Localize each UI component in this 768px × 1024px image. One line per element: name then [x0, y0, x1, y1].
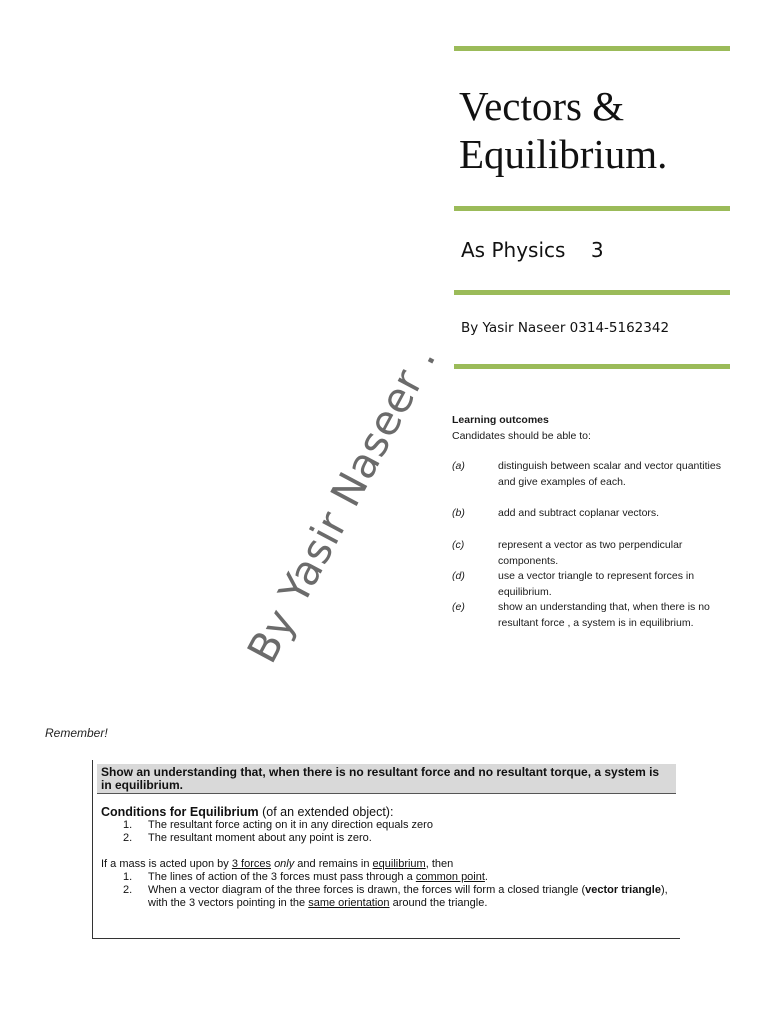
conditions-title: Conditions for Equilibrium: [101, 805, 259, 819]
text-run: , then: [425, 858, 454, 870]
condition-number: 1.: [123, 819, 133, 831]
outcome-text: show an understanding that, when there is no resultant force , a system is in equilibrium.: [498, 601, 710, 629]
text-run: ), with the 3 vectors pointing in the: [148, 884, 668, 909]
outcome-text: distinguish between scalar and vector quantities and give examples of each.: [498, 460, 721, 488]
subtitle-accent-rule: [454, 290, 730, 295]
outcome-item: [452, 569, 732, 600]
outcome-item: [452, 506, 732, 522]
condition-number: 2.: [123, 832, 133, 844]
outcome-mark: (b): [452, 507, 465, 520]
box-body: [101, 806, 673, 910]
outcome-mark: (d): [452, 570, 465, 583]
title-line-2: Equilibrium.: [459, 131, 668, 177]
remember-label: Remember!: [45, 726, 108, 740]
document-title: [459, 82, 749, 178]
author-watermark: By Yasir Naseer .: [238, 337, 446, 671]
rule-number: 1.: [123, 871, 133, 883]
title-accent-rule: [454, 206, 730, 211]
condition-item: [101, 832, 673, 845]
conditions-heading: [101, 806, 673, 819]
conditions-suffix: (of an extended object):: [258, 805, 394, 819]
outcome-mark: (e): [452, 601, 465, 614]
learning-outcomes-intro: Candidates should be able to:: [452, 429, 591, 442]
underlined-term: equilibrium: [372, 858, 426, 870]
rule-number: 2.: [123, 884, 133, 896]
text-run: around the triangle.: [389, 897, 488, 909]
outcome-mark: (c): [452, 538, 465, 551]
outcome-text: add and subtract coplanar vectors.: [498, 507, 660, 520]
rule-item: [101, 884, 673, 910]
italic-term: only: [274, 858, 295, 870]
underlined-term: common point: [415, 871, 485, 883]
title-line-1: Vectors &: [459, 83, 625, 129]
three-forces-list: [101, 871, 673, 910]
text-run: .: [484, 871, 488, 883]
rule-item: [101, 871, 673, 884]
author-line: By Yasir Naseer 0314-5162342: [461, 320, 670, 336]
text-run: The lines of action of the 3 forces must pass through a: [148, 871, 416, 883]
conditions-list: [101, 819, 673, 845]
condition-item: [101, 819, 673, 832]
outcome-item: [452, 600, 732, 631]
top-accent-rule: [454, 46, 730, 51]
underlined-term: 3 forces: [231, 858, 271, 870]
condition-text: The resultant moment about any point is zero.: [148, 832, 372, 844]
outcome-mark: (a): [452, 460, 465, 473]
learning-outcomes-heading: Learning outcomes: [452, 414, 549, 426]
equilibrium-notes-box: [92, 760, 680, 939]
subtitle: As Physics 3: [461, 238, 604, 262]
three-forces-intro: [101, 858, 673, 871]
outcome-text: use a vector triangle to represent forces in equilibrium.: [498, 570, 695, 598]
condition-text: The resultant force acting on it in any direction equals zero: [148, 819, 433, 831]
box-header: Show an understanding that, when there is no resultant force and no resultant torque, a system is in equilibrium.: [97, 764, 676, 794]
author-accent-rule: [454, 364, 730, 369]
text-run: If a mass is acted upon by: [101, 858, 232, 870]
outcome-item: [452, 538, 732, 569]
bold-term: vector triangle: [585, 884, 661, 896]
text-run: When a vector diagram of the three forces is drawn, the forces will form a closed triangle (: [148, 884, 586, 896]
outcome-text: represent a vector as two perpendicular components.: [498, 538, 683, 567]
text-run: and remains in: [294, 858, 373, 870]
underlined-term: same orientation: [308, 897, 390, 909]
outcome-item: [452, 459, 732, 490]
learning-outcomes: [452, 413, 732, 632]
